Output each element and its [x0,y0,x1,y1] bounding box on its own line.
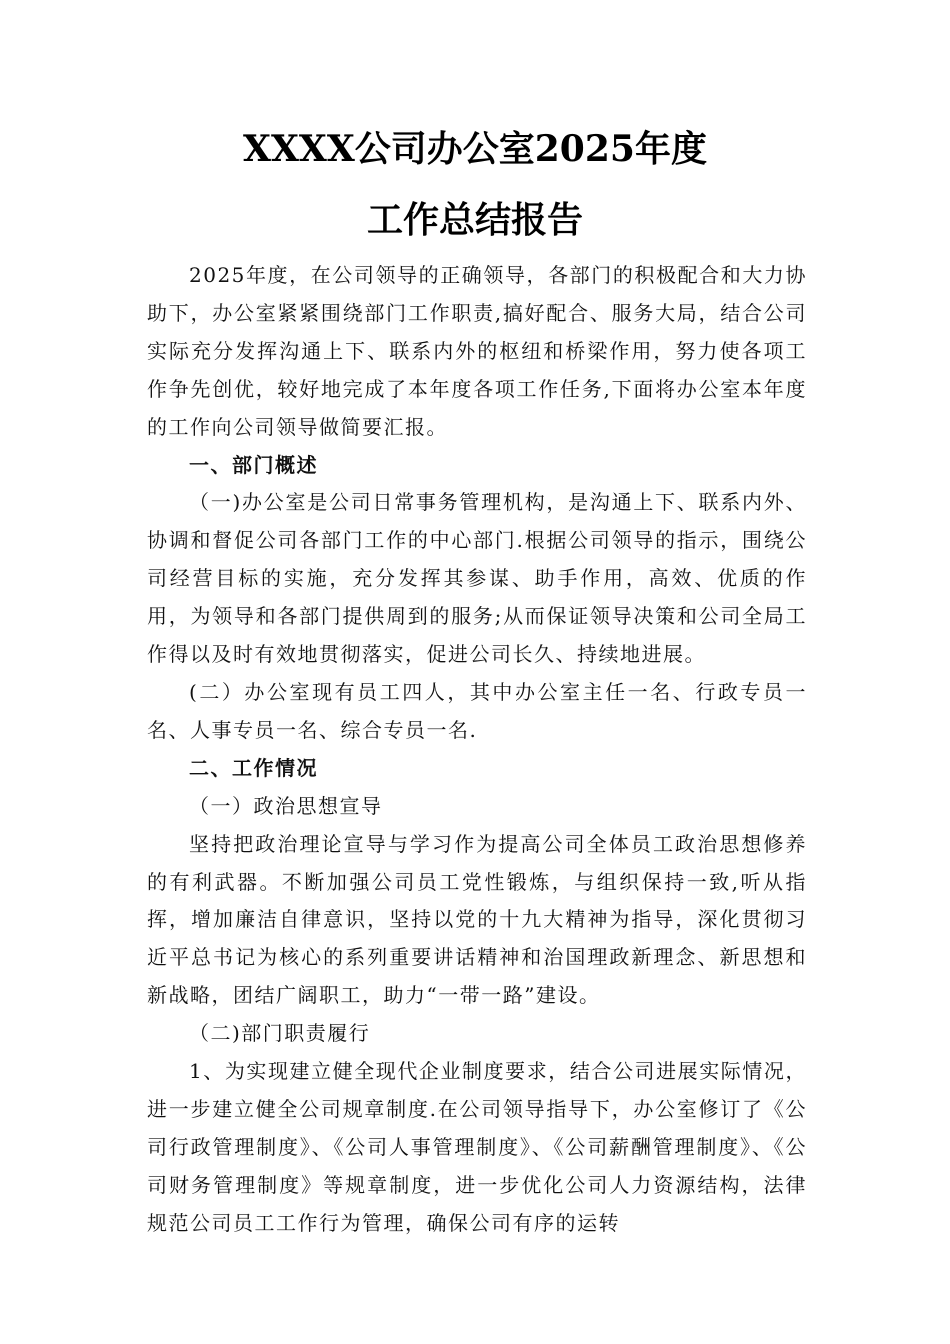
subheading-duties: （二)部门职责履行 [189,1021,371,1046]
document-title-line1: XXXX公司办公室2025年度 [243,128,707,170]
document-body [147,257,807,1243]
subheading-political: （一）政治思想宣导 [189,793,383,818]
political-paragraph: 坚持把政治理论宣导与学习作为提高公司全体员工政治思想修养的有利武器。不断加强公司员工党性锻炼，与组织保持一致,听从指挥，增加廉洁自律意识，坚持以党的十九大精神为指导，深化贯彻习近平总书记为核心的系列重要讲话精神和治国理政新理念、新思想和新战略，团结广阔职工，助力“一带一路”建设。 [147,831,807,1008]
section-heading-overview: 一、部门概述 [189,452,318,477]
overview-paragraph-1: （一)办公室是公司日常事务管理机构，是沟通上下、联系内外、协调和督促公司各部门工作的中心部门.根据公司领导的指示，围绕公司经营目标的实施，充分发挥其参谋、助手作用，高效、优质的作用，为领导和各部门提供周到的服务;从而保证领导决策和公司全局工作得以及时有效地贯彻落实，促进公司长久、持续地进展。 [147,490,807,667]
document-title-line2: 工作总结报告 [366,199,583,241]
overview-paragraph-2: (二）办公室现有员工四人，其中办公室主任一名、行政专员一名、人事专员一名、综合专员一名. [147,679,807,742]
section-heading-work: 二、工作情况 [189,755,318,780]
duties-paragraph-1: 1、为实现建立健全现代企业制度要求，结合公司进展实际情况，进一步建立健全公司规章制度.在公司领导指导下，办公室修订了《公司行政管理制度》、《公司人事管理制度》、《公司薪酬管理制度》、《公司财务管理制度》等规章制度，进一步优化公司人力资源结构，法律规范公司员工工作行为管理，确保公司有序的运转 [147,1059,807,1235]
intro-paragraph: 2025年度，在公司领导的正确领导，各部门的积极配合和大力协助下，办公室紧紧围绕部门工作职责,搞好配合、服务大局，结合公司实际充分发挥沟通上下、联系内外的枢纽和桥梁作用，努力使各项工作争先创优，较好地完成了本年度各项工作任务,下面将办公室本年度的工作向公司领导做简要汇报。 [147,263,807,439]
